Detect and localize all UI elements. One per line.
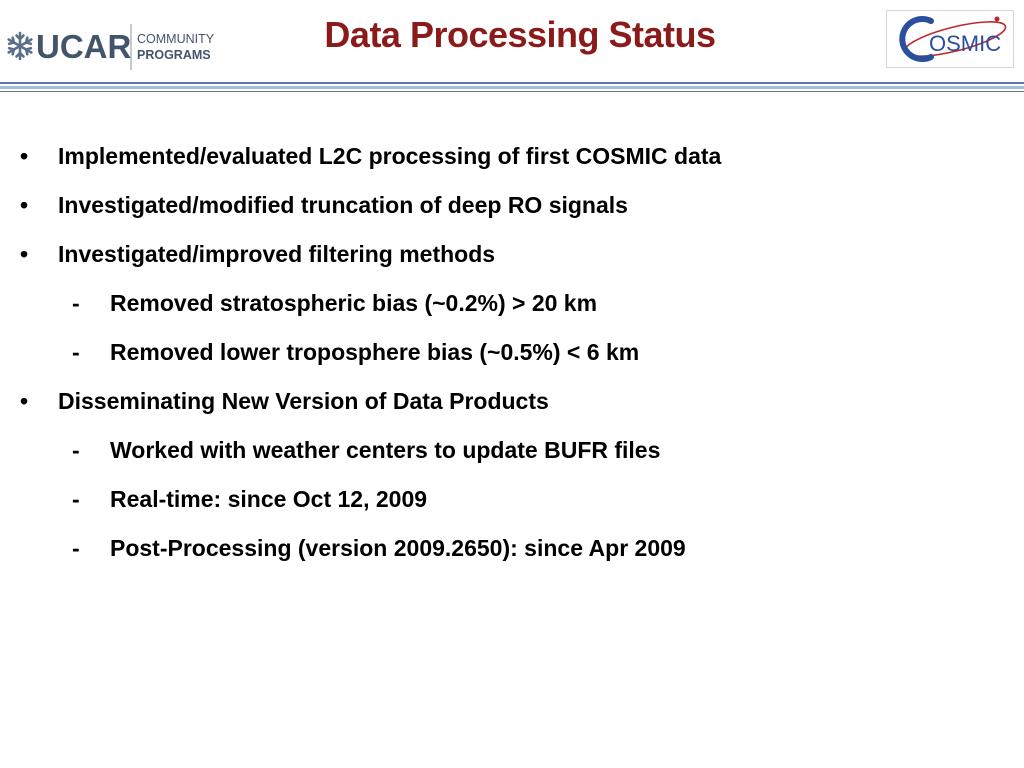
ucar-wordmark: UCAR (36, 28, 132, 65)
sub-bullet-text: Post-Processing (version 2009.2650): since Apr 2009 (110, 535, 686, 561)
sub-bullet-item (0, 330, 1024, 379)
sub-bullet-text: Real-time: since Oct 12, 2009 (110, 486, 428, 512)
sub-bullet-item (0, 526, 1024, 575)
sub-bullet-marker: - (72, 437, 80, 463)
bullet-item (0, 134, 1024, 183)
slide-header (0, 0, 1024, 90)
snowflake-icon (9, 33, 32, 59)
bullet-text: Investigated/improved filtering methods (58, 241, 496, 267)
header-rule-top (0, 82, 1024, 84)
cosmic-logo-graphic (887, 11, 1014, 68)
sub-bullet-item (0, 477, 1024, 526)
cosmic-logo (886, 10, 1014, 68)
ucar-logo-graphic (4, 20, 220, 76)
bullet-marker: • (20, 192, 29, 218)
cosmic-c-mark-icon (902, 19, 931, 59)
sub-bullet-marker: - (72, 535, 80, 561)
sub-bullet-marker: - (72, 290, 80, 316)
ucar-community-label: COMMUNITY (137, 32, 215, 46)
bullet-item (0, 232, 1024, 281)
cosmic-wordmark: OSMIC (929, 31, 1002, 56)
bullet-marker: • (20, 388, 29, 414)
ucar-community-programs-logo (4, 20, 220, 76)
bullet-text: Implemented/evaluated L2C processing of first COSMIC data (58, 143, 722, 169)
bullet-list (0, 134, 1024, 575)
bullet-text: Disseminating New Version of Data Products (58, 388, 549, 414)
sub-bullet-item (0, 281, 1024, 330)
bullet-text: Investigated/modified truncation of deep RO signals (58, 192, 628, 218)
bullet-item (0, 183, 1024, 232)
header-rule-middle (0, 86, 1024, 89)
header-rule-bottom (0, 91, 1024, 92)
bullet-marker: • (20, 241, 29, 267)
sub-bullet-marker: - (72, 339, 80, 365)
sub-bullet-text: Removed lower troposphere bias (~0.5%) < 6 km (110, 339, 640, 365)
sub-bullet-item (0, 428, 1024, 477)
slide-title: Data Processing Status (324, 14, 716, 55)
sub-bullet-marker: - (72, 486, 80, 512)
bullet-marker: • (20, 143, 29, 169)
satellite-dot-icon (995, 17, 1000, 22)
ucar-programs-label: PROGRAMS (137, 48, 211, 62)
bullet-item (0, 379, 1024, 428)
sub-bullet-text: Removed stratospheric bias (~0.2%) > 20 km (110, 290, 598, 316)
sub-bullet-text: Worked with weather centers to update BUFR files (110, 437, 661, 463)
